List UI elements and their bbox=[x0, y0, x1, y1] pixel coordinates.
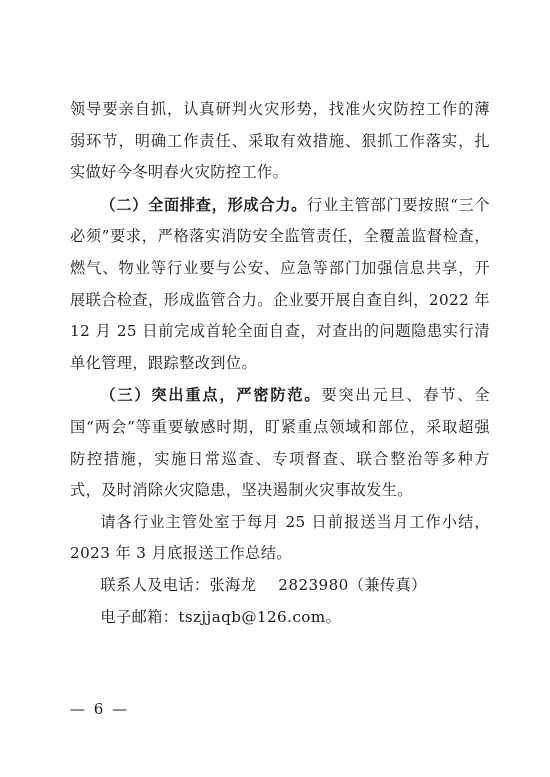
paragraph-4-text: 请各行业主管处室于每月 25 日前报送当月工作小结，2023 年 3 月底报送工作总结。 bbox=[70, 512, 490, 563]
contact-label: 联系人及电话： bbox=[100, 575, 210, 594]
paragraph-3-text: 要突出元旦、春节、全国“两会”等重要敏感时期，盯紧重点领域和部位，采取超强防控措施，实施日常巡查、专项督查、联合整治等多种方式，及时消除火灾隐患，坚决遏制火灾事故发生。 bbox=[70, 386, 491, 500]
paragraph-3 bbox=[70, 380, 490, 506]
paragraph-1 bbox=[70, 94, 490, 189]
paragraph-2 bbox=[70, 190, 490, 380]
paragraph-2-text: 行业主管部门要按照“三个必须”要求，严格落实消防安全监管责任，全覆盖监督检查，燃气、物业等行业要与公安、应急等部门加强信息共享，开展联合检查，形成监管合力。企业要开展自查自纠，2022 年 12 月 25 日前完成首轮全面自查，对查出的问题隐患实行清单化管理，跟踪整改到位。 bbox=[70, 195, 490, 372]
email-address: tszjjaqb@126.com。 bbox=[178, 607, 342, 626]
page-number: — 6 — bbox=[70, 700, 130, 718]
document-body bbox=[70, 94, 490, 633]
paragraph-4 bbox=[70, 507, 490, 570]
email-line bbox=[70, 602, 490, 634]
section-3-heading: （三）突出重点，严密防范。 bbox=[100, 386, 322, 405]
section-2-heading: （二）全面排查，形成合力。 bbox=[100, 195, 307, 214]
contact-phone: 2823980（兼传真） bbox=[278, 575, 427, 594]
contact-name: 张海龙 bbox=[209, 575, 257, 594]
contact-line bbox=[70, 570, 490, 602]
email-label: 电子邮箱： bbox=[100, 607, 179, 626]
paragraph-1-text: 领导要亲自抓，认真研判火灾形势，找准火灾防控工作的薄弱环节，明确工作责任、采取有效措施、狠抓工作落实，扎实做好今冬明春火灾防控工作。 bbox=[70, 100, 490, 182]
